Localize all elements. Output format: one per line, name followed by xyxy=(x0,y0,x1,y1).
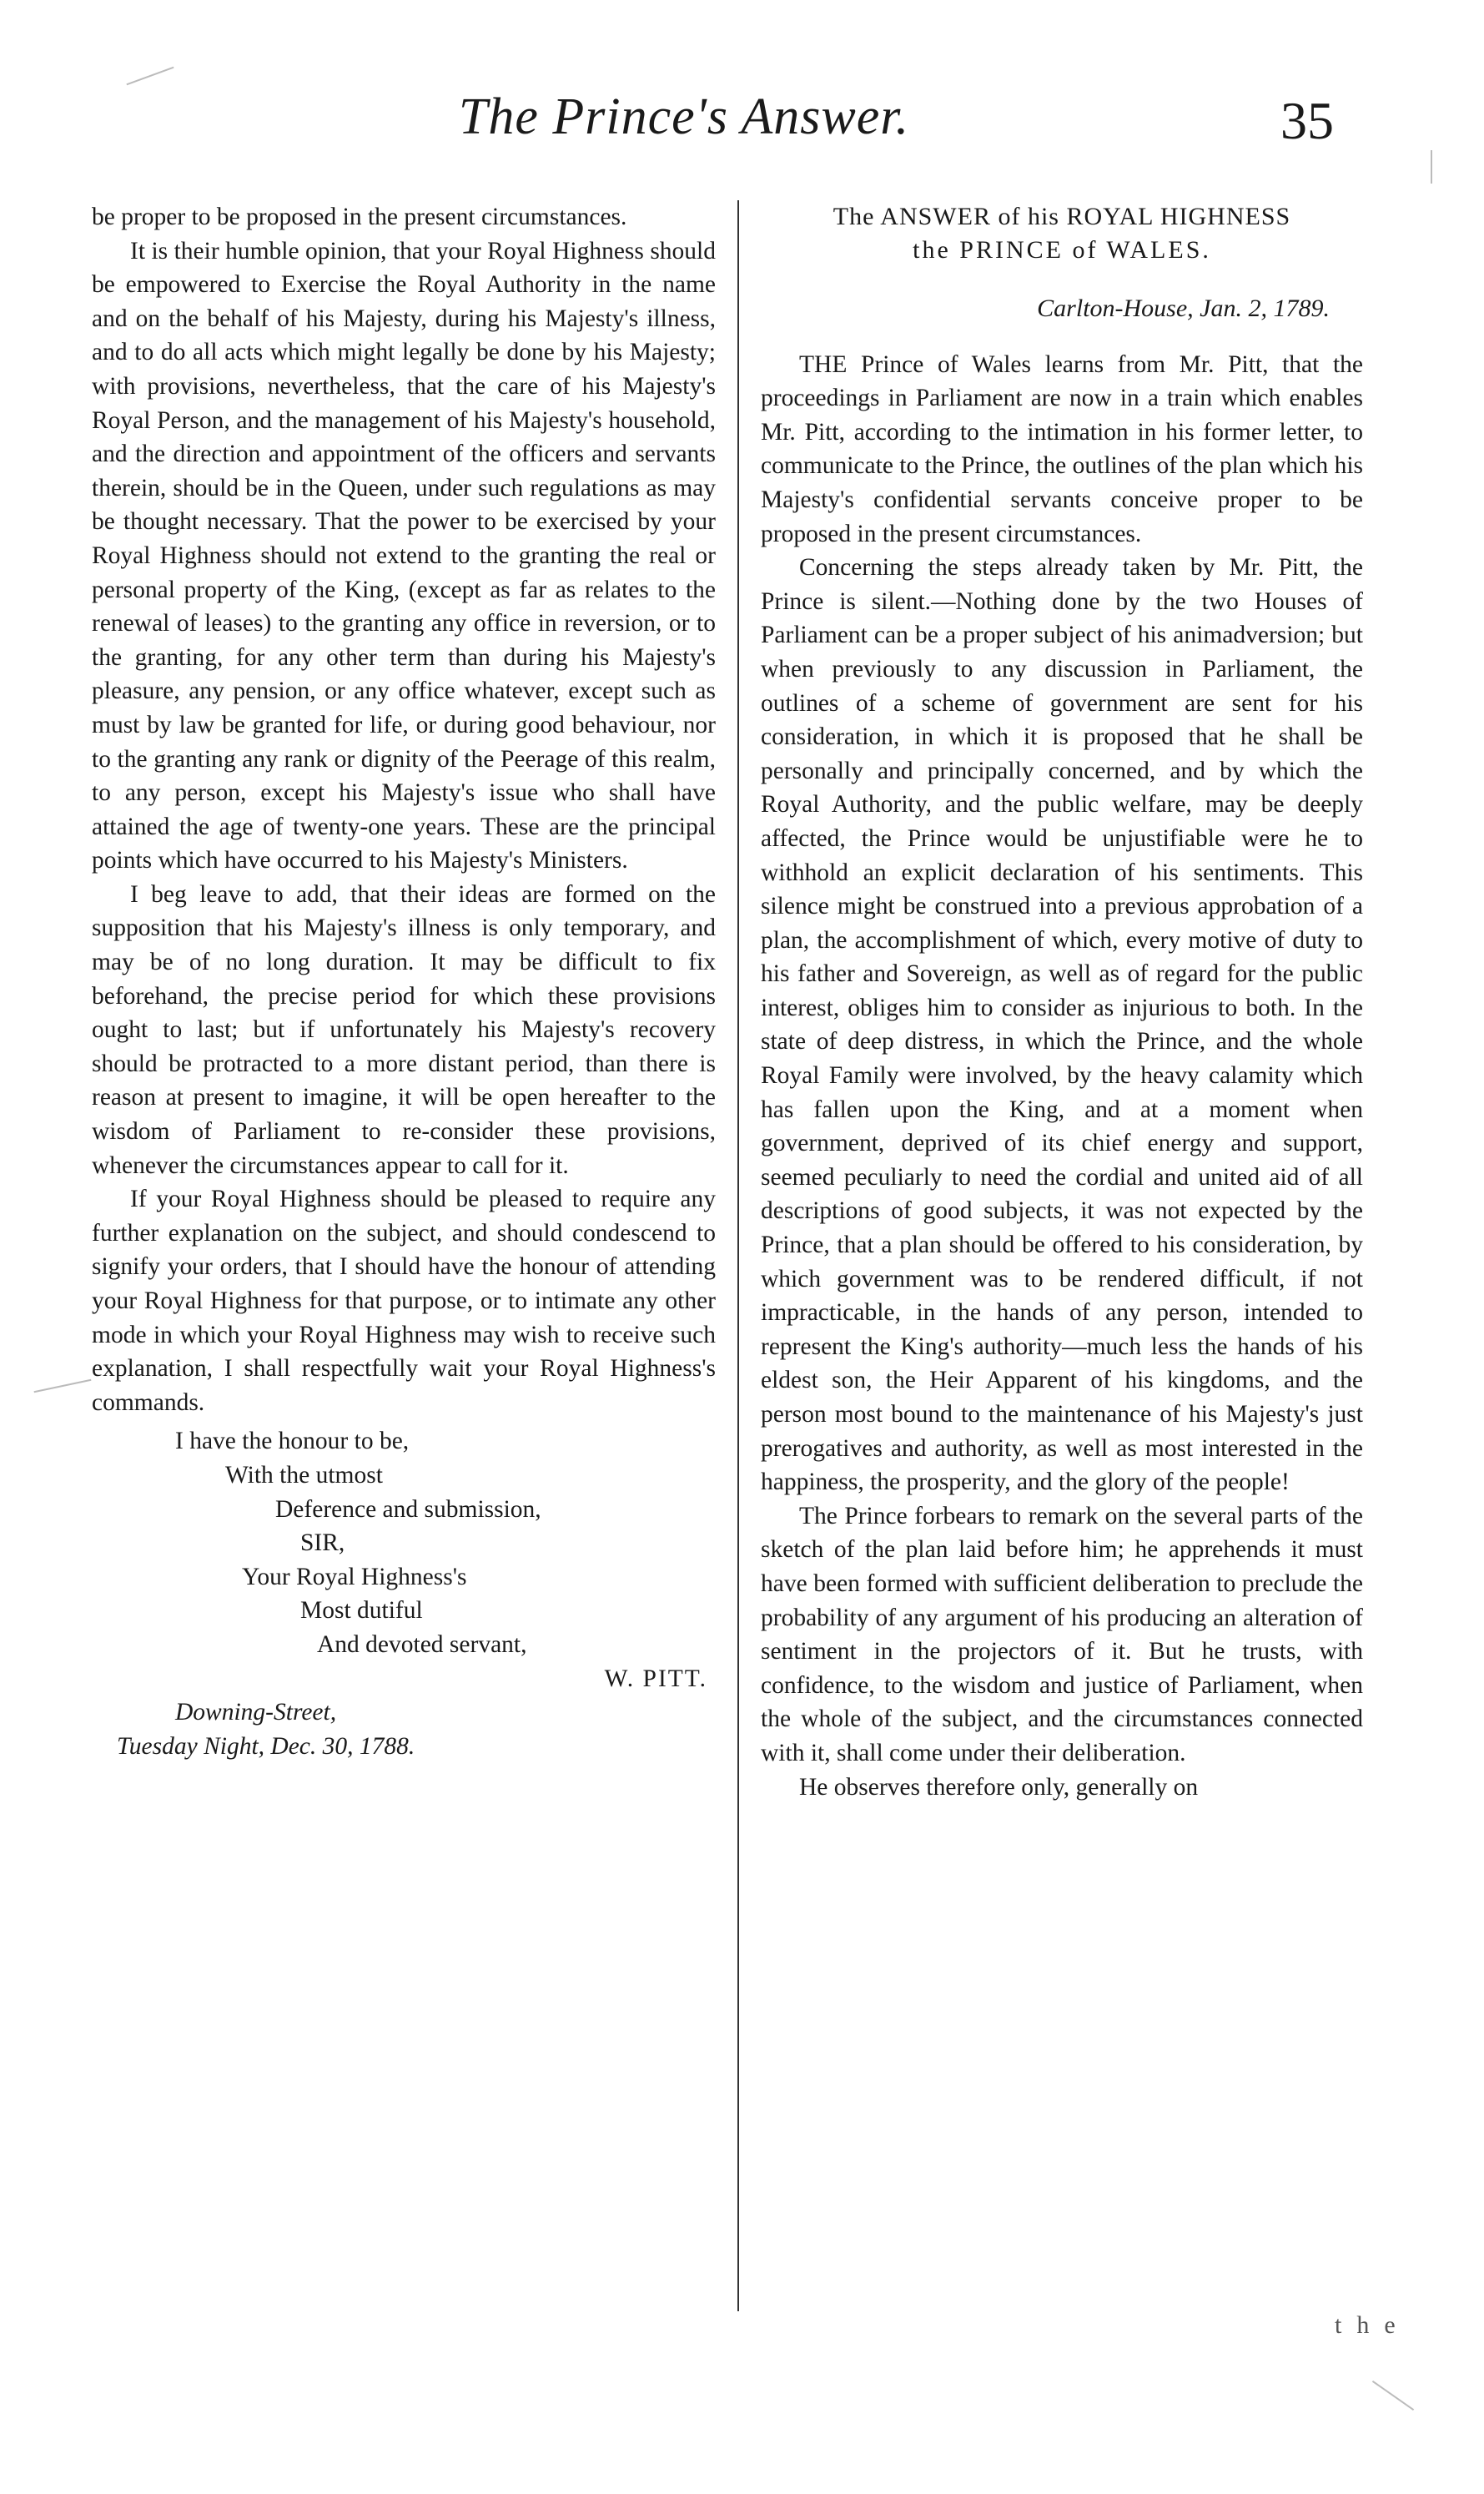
closing-line-4: SIR, xyxy=(300,1529,345,1557)
running-title: The Prince's Answer. xyxy=(458,88,910,145)
right-paragraph-3: The Prince forbears to remark on the several parts of the sketch of the plan laid before him; he apprehends it must have been formed with sufficient deliberation to preclude the probability of any argument of his producing an alteration of sentiment in the projectors of it. But he trusts, with confidence, to the wisdom and justice of Parliament, when the whole of the subject, and the circumstances connected with it, shall come under their deliberation. xyxy=(761,1502,1363,1766)
scan-mark xyxy=(34,1379,92,1393)
answer-subheading: the PRINCE of WALES. xyxy=(913,236,1211,264)
right-column xyxy=(761,200,1363,1804)
answer-dateline: Carlton-House, Jan. 2, 1789. xyxy=(1037,295,1330,322)
letter-place: Downing-Street, xyxy=(175,1699,337,1726)
scan-mark xyxy=(126,67,174,85)
left-paragraph-2: It is their humble opinion, that your Royal Highness should be empowered to Exercise the Royal Authority in the name and on the behalf of his Majesty, during his Majesty's illness, and to do all acts which might legally be done by his Majesty; with provisions, nevertheless, that the care of his Majesty's Royal Person, and the management of his Majesty's household, and the direction and appointment of the officers and servants therein, should be in the Queen, under such regulations as may be thought necessary. That the power to be exercised by your Royal Highness should not extend to the granting the real or personal property of the King, (except as far as relates to the renewal of leases) to the granting any office in reversion, or to the granting, for any other term than during his Majesty's pleasure, any pension, or any office whatever, except such as must by law be granted for life, or during good behaviour, nor to the granting any rank or dignity of the Peerage of this realm, to any person, except his Majesty's issue who shall have attained the age of twenty-one years. These are the principal points which have occurred to his Majesty's Ministers. xyxy=(92,237,716,874)
answer-heading: The ANSWER of his ROYAL HIGHNESS xyxy=(833,203,1291,230)
signature: W. PITT. xyxy=(604,1665,707,1692)
closing-line-6: Most dutiful xyxy=(300,1597,423,1625)
scan-mark xyxy=(1372,2381,1414,2411)
left-paragraph-4: If your Royal Highness should be pleased to require any further explanation on the subject, and should condescend to signify your orders, that I should have the honour of attending your Royal Highness for that purpose, or to intimate any other mode in which your Royal Highness may wish to receive such explanation, I shall respectfully wait your Royal Highness's commands. xyxy=(92,1186,716,1416)
right-paragraph-1: THE Prince of Wales learns from Mr. Pitt, that the proceedings in Parliament are now in a train which enables Mr. Pitt, according to the intimation in his former letter, to communicate to the Prince, the outlines of the plan which his Majesty's confidential servants conceive proper to be proposed in the present circumstances. xyxy=(761,350,1363,547)
right-paragraph-2: Concerning the steps already taken by Mr. Pitt, the Prince is silent.—Nothing done by the two Houses of Parliament can be a proper subject of his animadversion; but when previously to any discussion in Parliament, the outlines of a scheme of government are sent for his consideration, in which it is proposed that he shall be personally and principally concerned, and by which the Royal Authority, and the public welfare, may be deeply affected, the Prince would be unjustifiable were he to withhold an explicit declaration of his sentiments. This silence might be construed into a previous approbation of a plan, the accomplishment of which, every motive of duty to his father and Sovereign, as well as of regard for the public interest, obliges him to consider as injurious to both. In the state of deep distress, in which the Prince, and the whole Royal Family were involved, by the heavy calamity which has fallen upon the King, and at a moment when government, deprived of its chief energy and support, seemed peculiarly to need the cordial and united aid of all descriptions of good subjects, it was not expected by the Prince, that a plan should be offered to his consideration, by which government was to be rendered difficult, if not impracticable, in the hands of any person, intended to represent the King's authority—much less the hands of his eldest son, the Heir Apparent of his kingdoms, and the person most bound to the maintenance of his Majesty's just prerogatives and authority, as well as most interested in the happiness, the prosperity, and the glory of the people! xyxy=(761,554,1363,1496)
closing-line-7: And devoted servant, xyxy=(317,1630,527,1658)
catchline: the xyxy=(1335,2311,1411,2339)
left-paragraph-1: be proper to be proposed in the present circumstances. xyxy=(92,204,627,230)
page-number: 35 xyxy=(1280,91,1334,150)
closing-line-1: I have the honour to be, xyxy=(175,1428,410,1455)
left-column xyxy=(92,200,716,1763)
closing-line-5: Your Royal Highness's xyxy=(242,1563,467,1590)
scan-mark xyxy=(1431,150,1432,184)
closing-line-3: Deference and submission, xyxy=(275,1495,541,1523)
right-paragraph-4: He observes therefore only, generally on xyxy=(799,1773,1199,1801)
left-paragraph-3: I beg leave to add, that their ideas are formed on the supposition that his Majesty's illness is only temporary, and may be of no long duration. It may be difficult to fix beforehand, the precise period for which these provisions ought to last; but if unfortunately his Majesty's recovery should be protracted to a more distant period, than there is reason at present to imagine, it will be open hereafter to the wisdom of Parliament to re-consider these provisions, whenever the circumstances appear to call for it. xyxy=(92,880,716,1179)
letter-closing xyxy=(92,1424,716,1763)
closing-line-2: With the utmost xyxy=(225,1461,383,1489)
column-rule xyxy=(737,200,739,2311)
letter-date: Tuesday Night, Dec. 30, 1788. xyxy=(117,1732,415,1760)
